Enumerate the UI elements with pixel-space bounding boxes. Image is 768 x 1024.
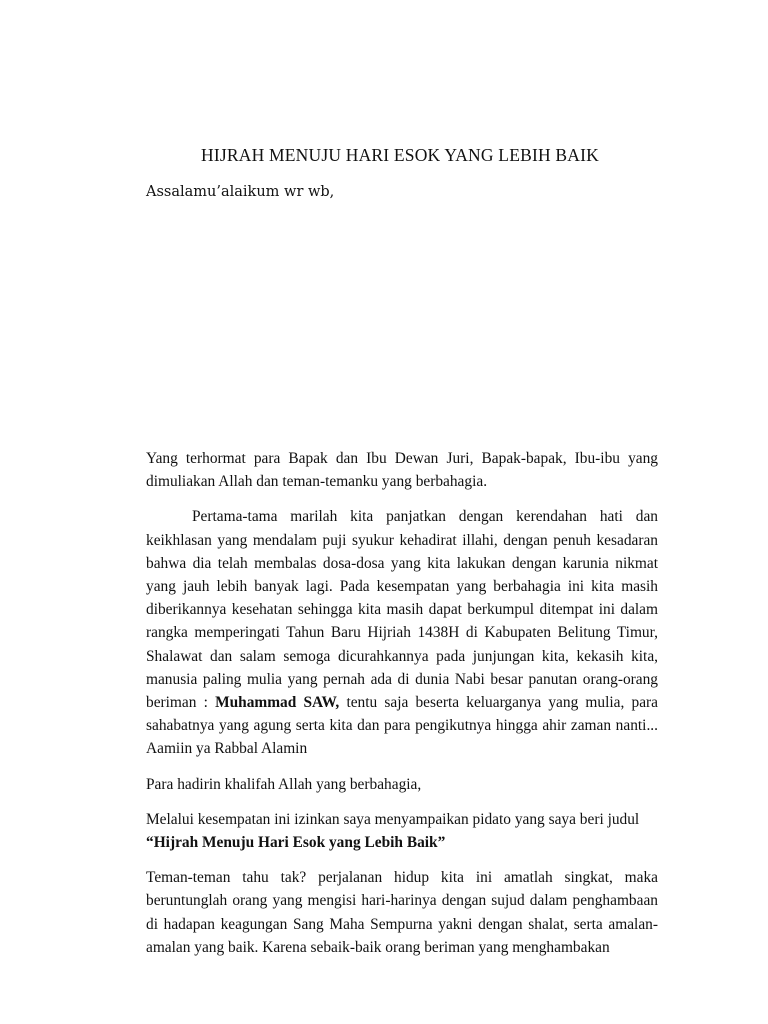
document-body <box>146 447 658 971</box>
paragraph-audience: Para hadirin khalifah Allah yang berbahagia, <box>146 775 422 793</box>
paragraph-salutation: Yang terhormat para Bapak dan Ibu Dewan Juri, Bapak-bapak, Ibu-ibu yang dimuliakan Allah dan teman-temanku yang berbahagia. <box>146 450 658 491</box>
paragraph-opening-rest: tentu saja beserta keluarganya yang mulia, para sahabatnya yang agung serta kita dan para pengikutnya hingga ahir zaman nanti... Aamiin ya Rabbal Alamin <box>146 694 658 758</box>
greeting: Assalamu’alaikum wr wb, <box>146 184 335 200</box>
paragraph-topic-text: Melalui kesempatan ini izinkan saya menyampaikan pidato yang saya beri judul <box>146 810 640 828</box>
prophet-name: Muhammad SAW, <box>215 694 340 712</box>
paragraph-content: Teman-teman tahu tak? perjalanan hidup kita ini amatlah singkat, maka beruntunglah orang yang mengisi hari-harinya dengan sujud dalam penghambaan di hadapan keagungan Sang Maha Sempurna yakni dengan shalat, serta amalan-amalan yang baik. Karena sebaik-baik orang beriman yang menghambakan <box>146 869 658 956</box>
paragraph-opening-text: Pertama-tama marilah kita panjatkan dengan kerendahan hati dan keikhlasan yang mendalam puji syukur kehadirat illahi, dengan penuh kesadaran bahwa dia telah membalas dosa-dosa yang kita lakukan dengan karunia nikmat yang jauh lebih banyak lagi. Pada kesempatan yang berbahagia ini kita masih diberikannya kesehatan sehingga kita masih dapat berkumpul ditempat ini dalam rangka memperingati Tahun Baru Hijriah 1438H di Kabupaten Belitung Timur, Shalawat dan salam semoga dicurahkannya pada junjungan kita, kekasih kita, manusia paling mulia yang pernah ada di dunia Nabi besar panutan orang-orang beriman : <box>146 508 658 712</box>
document-title: HIJRAH MENUJU HARI ESOK YANG LEBIH BAIK <box>201 145 599 165</box>
speech-title: “Hijrah Menuju Hari Esok yang Lebih Baik” <box>146 834 446 852</box>
paragraph-opening <box>146 505 658 760</box>
paragraph-topic <box>146 808 658 854</box>
